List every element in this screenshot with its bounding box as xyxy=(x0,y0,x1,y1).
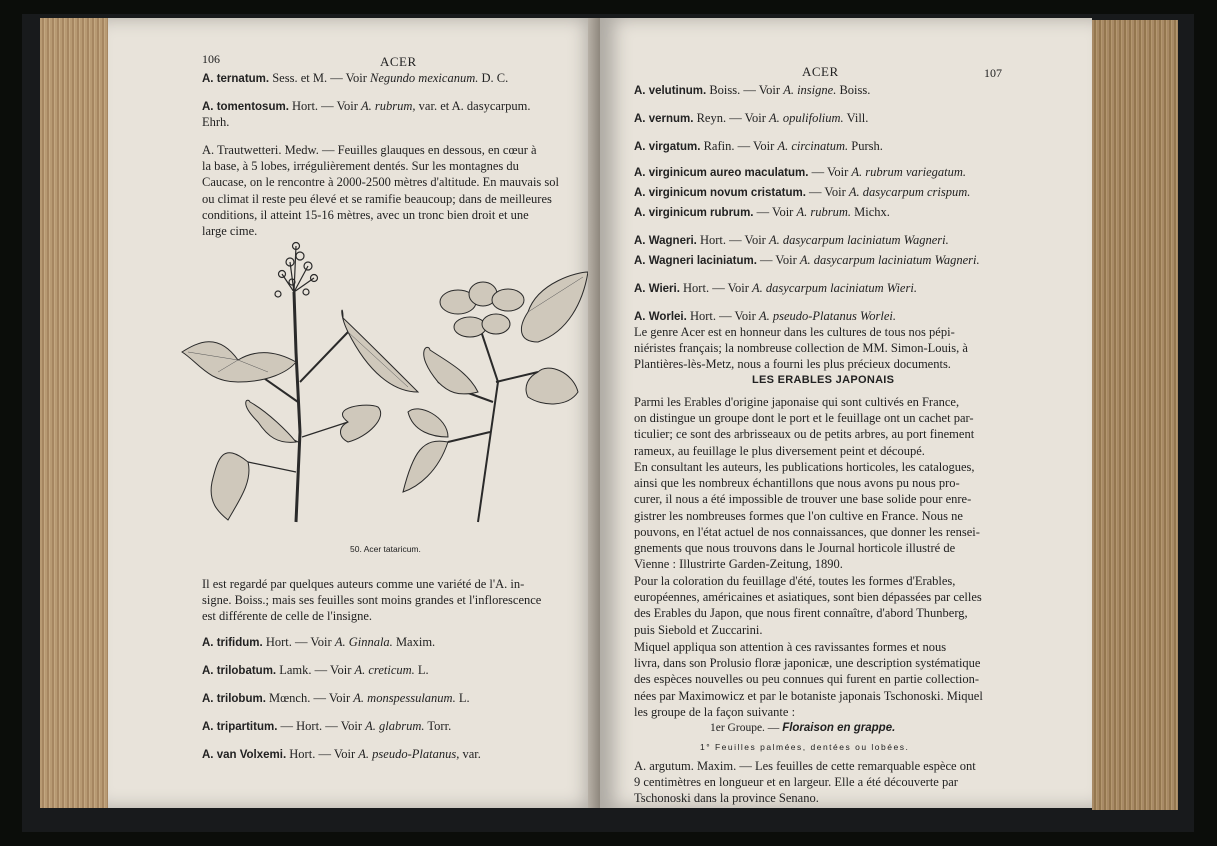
paragraph-consultant: En consultant les auteurs, les publications horticoles, les catalogues, ainsi que les nombreux échantillons que nous avons pu nous pro- curer, il nous a été impossible de trouver une base solide pour enre- gistrer les nombreuses formes que l'on cultive en France. Nous ne pouvons, en l'état actuel de nos connaissances, que donner les rensei- gnements que nous trouvons dans le Journal horticole illustré de Vienne : Illustrirte Garden-Zeitung, 1890. xyxy=(634,460,980,572)
page-number-left: 106 xyxy=(202,52,220,66)
entry-tomentosum: A. tomentosum. Hort. — Voir A. rubrum, var. et A. dasycarpum. xyxy=(202,99,531,113)
right-page-edges xyxy=(1092,20,1178,810)
paragraph-argutum: A. argutum. Maxim. — Les feuilles de cette remarquable espèce ont 9 centimètres en longueur et en largeur. Elle a été découverte par Tschonoski dans la province Senano. xyxy=(634,759,976,806)
entry-ternatum: A. ternatum. Sess. et M. — Voir Negundo mexicanum. D. C. xyxy=(202,71,509,85)
entry-virgatum: A. virgatum. Rafin. — Voir A. circinatum. Pursh. xyxy=(634,139,883,153)
entry-worlei: A. Worlei. Hort. — Voir A. pseudo-Platanus Worlei. xyxy=(634,309,896,323)
running-head-right: ACER xyxy=(802,64,839,79)
entry-virginicum-novum: A. virginicum novum cristatum. — Voir A. dasycarpum crispum. xyxy=(634,185,971,199)
paragraph-coloration: Pour la coloration du feuillage d'été, toutes les formes d'Erables, européennes, américaines et asiatiques, sont bien dépassées par celles des Erables du Japon, que nous firent connaître, d'abord Thunberg, puis Siebold et Zuccarini. xyxy=(634,574,982,637)
paragraph-parmi: Parmi les Erables d'origine japonaise qui sont cultivés en France, on distingue un groupe dont le port et le feuillage ont un cachet par- ticulier; ce sont des arbrisseaux ou de petits arbres, au port finement rameux, au feuillage le plus diversement peint et découpé. xyxy=(634,395,975,458)
entry-wagneri-laciniatum: A. Wagneri laciniatum. — Voir A. dasycarpum laciniatum Wagneri. xyxy=(634,253,980,267)
running-head-left: ACER xyxy=(380,54,417,69)
page-number-right: 107 xyxy=(984,66,1002,80)
entry-vernum: A. vernum. Reyn. — Voir A. opulifolium. Vill. xyxy=(634,111,869,125)
entry-tripartitum: A. tripartitum. — Hort. — Voir A. glabrum. Torr. xyxy=(202,719,452,733)
acer-tataricum-illustration xyxy=(178,232,590,542)
paragraph-genre-acer: Le genre Acer est en honneur dans les cultures de tous nos pépi- niéristes français; la nombreuse collection de MM. Simon-Louis, à Plantières-lès-Metz, nous a fourni les plus précieux documents. xyxy=(634,325,968,372)
main-stem xyxy=(294,292,300,522)
section-title: LES ERABLES JAPONAIS xyxy=(752,374,895,386)
entry-trilobum: A. trilobum. Mœnch. — Voir A. monspessulanum. L. xyxy=(202,691,470,705)
entry-wieri: A. Wieri. Hort. — Voir A. dasycarpum laciniatum Wieri. xyxy=(634,281,917,295)
paragraph-trautwetteri: A. Trautwetteri. Medw. — Feuilles glauques en dessous, en cœur à la base, à 5 lobes, irrégulièrement dentés. Sur les montagnes du Caucase, on le rencontre à 2000-2500 mètres d'altitude. En mauvais sol ou climat il reste peu élevé et se ramifie beaucoup; dans de meilleures conditions, il atteint 15-16 mètres, avec un tronc bien droit et une large cime. xyxy=(202,143,560,239)
subgroup-heading: 1° Feuilles palmées, dentées ou lobées. xyxy=(700,742,910,752)
paragraph-miquel: Miquel appliqua son attention à ces ravissantes formes et nous livra, dans son Prolusio floræ japonicæ, une description systématique des espèces nouvelles ou peu connues qui furent en partie collection- nées par Maximowicz et par le botaniste japonais Tschonoski. Miquel les groupe de la façon suivante : xyxy=(634,640,983,719)
figure-caption: 50. Acer tataricum. xyxy=(350,544,421,554)
right-page xyxy=(600,18,1092,808)
entry-velutinum: A. velutinum. Boiss. — Voir A. insigne. Boiss. xyxy=(634,83,871,97)
flower-cluster xyxy=(275,243,318,298)
group-heading: 1er Groupe. — Floraison en grappe. xyxy=(710,722,896,734)
entry-wagneri: A. Wagneri. Hort. — Voir A. dasycarpum laciniatum Wagneri. xyxy=(634,233,949,247)
entry-tomentosum-line2: Ehrh. xyxy=(202,115,230,129)
entry-trilobatum: A. trilobatum. Lamk. — Voir A. creticum. L. xyxy=(202,663,429,677)
paragraph-insigne: Il est regardé par quelques auteurs comme une variété de l'A. in- signe. Boiss.; mais ses feuilles sont moins grandes et l'inflorescence est différente de celle de l'insigne. xyxy=(202,577,542,624)
entry-trifidum: A. trifidum. Hort. — Voir A. Ginnala. Maxim. xyxy=(202,635,436,649)
entry-van-volxemi: A. van Volxemi. Hort. — Voir A. pseudo-Platanus, var. xyxy=(202,747,481,761)
entry-virginicum-aureo: A. virginicum aureo maculatum. — Voir A. rubrum variegatum. xyxy=(634,165,966,179)
leaf xyxy=(182,342,296,382)
entry-virginicum-rubrum: A. virginicum rubrum. — Voir A. rubrum. Michx. xyxy=(634,205,890,219)
